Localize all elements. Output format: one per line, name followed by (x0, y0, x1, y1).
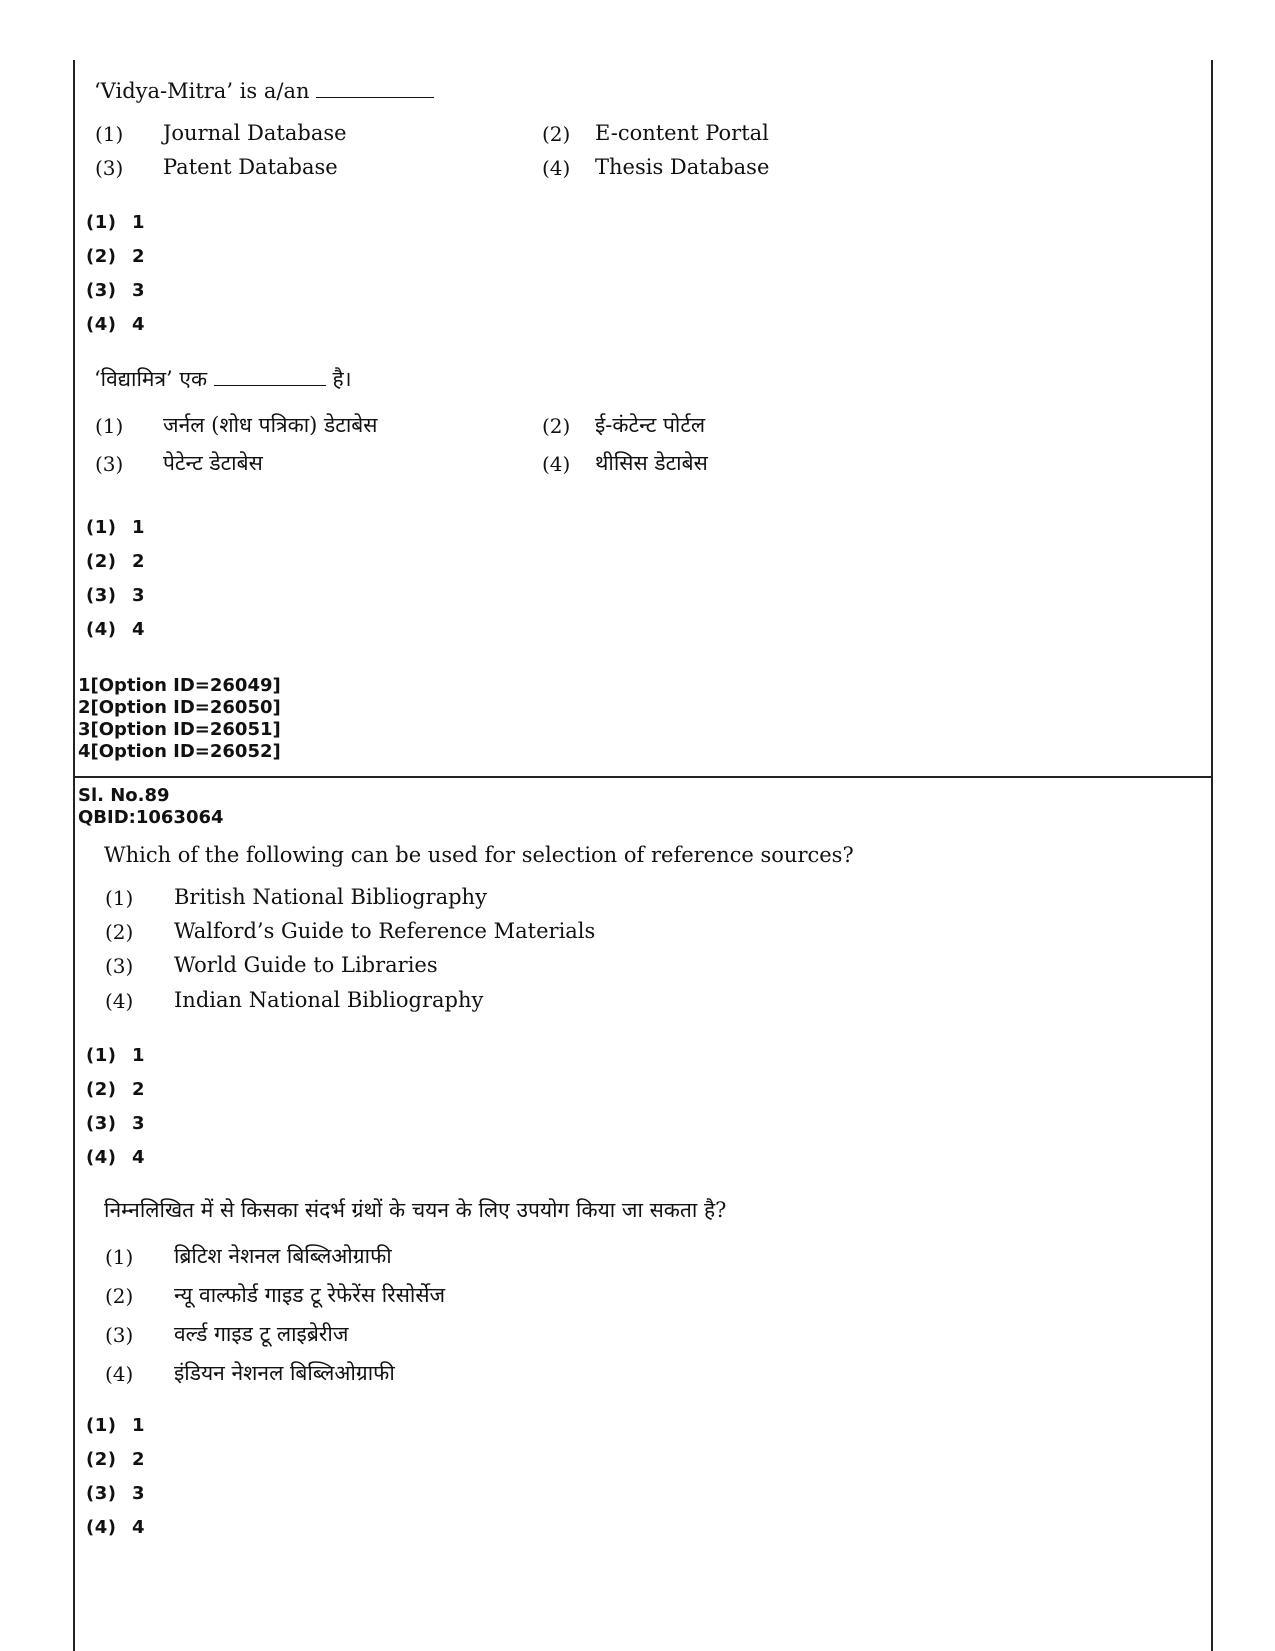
answer-choice[interactable]: (3) 3 (86, 280, 146, 301)
question-header (78, 785, 224, 829)
option-id: 4[Option ID=26052] (78, 741, 281, 762)
answer-choice[interactable]: (2) 2 (86, 551, 146, 572)
option-id: 2[Option ID=26050] (78, 697, 281, 718)
option-number: (4) (542, 452, 571, 476)
option-text: वर्ल्ड गाइड टू लाइब्रेरीज (174, 1322, 349, 1346)
question-text-hi: निम्नलिखित में से किसका संदर्भ ग्रंथों के चयन के लिए उपयोग किया जा सकता है? (104, 1198, 727, 1222)
page-border-left (73, 60, 75, 1651)
option-text: Walford’s Guide to Reference Materials (174, 919, 596, 943)
option-number: (3) (95, 452, 124, 476)
option-number: (2) (105, 920, 134, 944)
answer-choice[interactable]: (3) 3 (86, 1483, 146, 1504)
option-text: Patent Database (163, 155, 338, 179)
question-text-en: ‘Vidya-Mitra’ is a/an (94, 79, 310, 103)
option-number: (2) (105, 1284, 134, 1308)
option-number: (1) (95, 122, 124, 146)
option-text: British National Bibliography (174, 885, 487, 909)
option-text: ब्रिटिश नेशनल बिब्लिओग्राफी (174, 1244, 392, 1268)
option-text: जर्नल (शोध पत्रिका) डेटाबेस (163, 413, 378, 437)
answer-choice[interactable]: (4) 4 (86, 314, 146, 335)
option-number: (3) (95, 156, 124, 180)
question-text (94, 79, 434, 103)
option-number: (3) (105, 954, 134, 978)
answer-choice[interactable]: (4) 4 (86, 1517, 146, 1538)
option-text: पेटेन्ट डेटाबेस (163, 451, 263, 475)
answer-choice[interactable]: (1) 1 (86, 1045, 146, 1066)
option-text: थीसिस डेटाबेस (595, 451, 708, 475)
answer-choice[interactable]: (2) 2 (86, 246, 146, 267)
answer-choice[interactable]: (4) 4 (86, 1147, 146, 1168)
answer-choice[interactable]: (1) 1 (86, 517, 146, 538)
option-text: World Guide to Libraries (174, 953, 438, 977)
option-number: (1) (95, 414, 124, 438)
option-id: 1[Option ID=26049] (78, 675, 281, 696)
question-text-en: Which of the following can be used for selection of reference sources? (104, 843, 854, 867)
option-number: (4) (105, 989, 134, 1013)
option-number: (1) (105, 1245, 134, 1269)
option-text: ई-कंटेन्ट पोर्टल (595, 413, 706, 437)
option-text: न्यू वाल्फोर्ड गाइड टू रेफेरेंस रिसोर्सेज (174, 1283, 446, 1307)
option-number: (1) (105, 886, 134, 910)
option-number: (2) (542, 414, 571, 438)
option-number: (4) (542, 156, 571, 180)
option-number: (3) (105, 1323, 134, 1347)
fill-blank (214, 385, 326, 386)
option-text: Journal Database (163, 121, 347, 145)
answer-choice[interactable]: (4) 4 (86, 619, 146, 640)
option-text: इंडियन नेशनल बिब्लिओग्राफी (174, 1361, 395, 1385)
option-text: Indian National Bibliography (174, 988, 484, 1012)
option-number: (4) (105, 1362, 134, 1386)
answer-choice[interactable]: (1) 1 (86, 212, 146, 233)
answer-choice[interactable]: (1) 1 (86, 1415, 146, 1436)
option-id: 3[Option ID=26051] (78, 719, 281, 740)
qbid: QBID:1063064 (78, 807, 224, 828)
option-text: E-content Portal (595, 121, 769, 145)
option-id-list (78, 675, 281, 763)
answer-choice[interactable]: (3) 3 (86, 585, 146, 606)
question-text-hi: ‘विद्यामित्र’ एक है। (94, 367, 352, 391)
question-divider (73, 776, 1213, 778)
option-text: Thesis Database (595, 155, 770, 179)
serial-number: Sl. No.89 (78, 785, 170, 806)
page-border-right (1211, 60, 1213, 1651)
answer-choice[interactable]: (2) 2 (86, 1449, 146, 1470)
option-number: (2) (542, 122, 571, 146)
answer-choice[interactable]: (2) 2 (86, 1079, 146, 1100)
fill-blank (316, 97, 434, 98)
answer-choice[interactable]: (3) 3 (86, 1113, 146, 1134)
